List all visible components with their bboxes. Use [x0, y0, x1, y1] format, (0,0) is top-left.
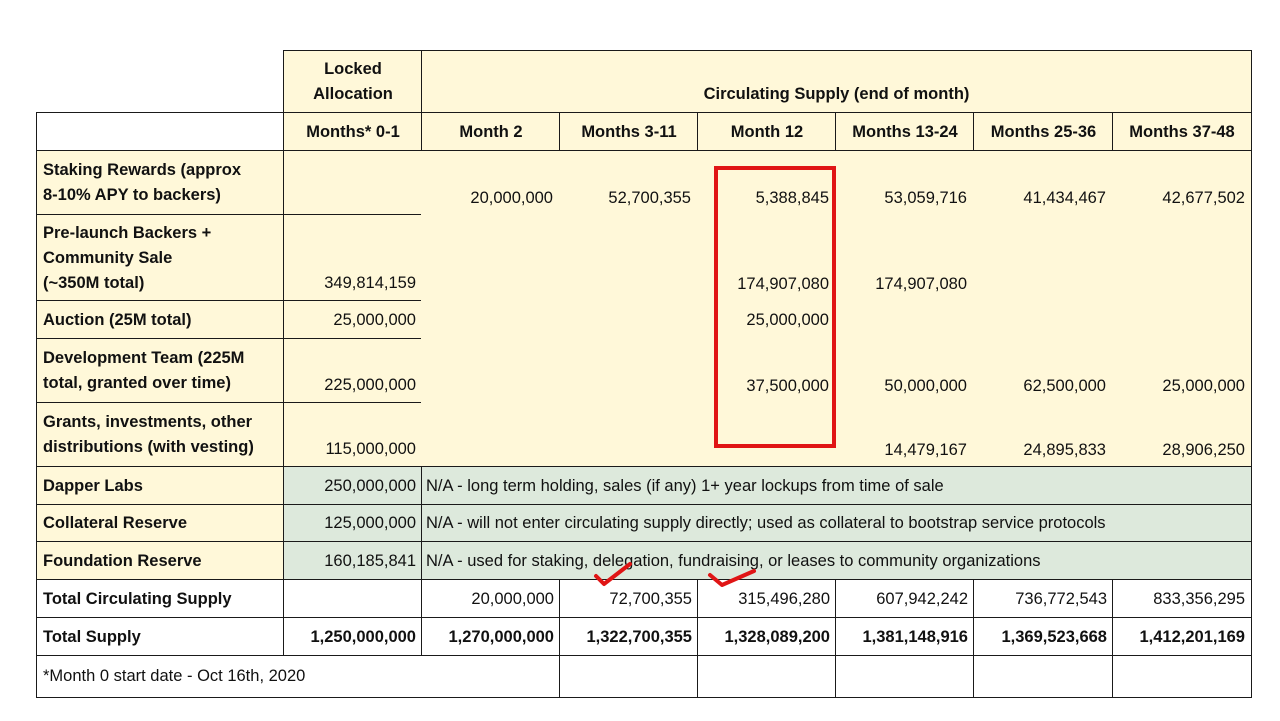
cell-auction-months-37-48 [1112, 300, 1252, 340]
cell-supply-month-2: 1,270,000,000 [421, 617, 561, 657]
footnote-empty-cell [835, 655, 975, 698]
cell-auction-months-3-11 [559, 300, 697, 340]
footnote-empty-cell [697, 655, 837, 698]
column-header-months-0-1: Months* 0-1 [283, 112, 423, 152]
cell-supply-months-25-36: 1,369,523,668 [973, 617, 1114, 657]
cell-prelaunch-months-3-11 [559, 214, 697, 302]
cell-dapper-note: N/A - long term holding, sales (if any) 1+ year lockups from time of sale [421, 466, 1252, 506]
cell-auction-months-13-24 [835, 300, 973, 340]
row-label-grants: Grants, investments, other distributions (with vesting) [36, 402, 285, 468]
cell-auction-month-12: 25,000,000 [697, 300, 835, 340]
cell-grants-months-25-36: 24,895,833 [973, 402, 1112, 468]
cell-circ-months-25-36: 736,772,543 [973, 579, 1114, 619]
cell-staking-month-12: 5,388,845 [697, 150, 835, 216]
cell-devteam-months-25-36: 62,500,000 [973, 338, 1112, 404]
footnote-empty-cell [1112, 655, 1252, 698]
cell-grants-month-2 [421, 402, 559, 468]
footnote: *Month 0 start date - Oct 16th, 2020 [36, 655, 561, 698]
cell-grants-months-13-24: 14,479,167 [835, 402, 973, 468]
cell-grants-months-37-48: 28,906,250 [1112, 402, 1252, 468]
footnote-empty-cell [973, 655, 1114, 698]
row-label-collateral-reserve: Collateral Reserve [36, 504, 285, 543]
column-header-months-13-24: Months 13-24 [835, 112, 975, 152]
row-label-foundation-reserve: Foundation Reserve [36, 541, 285, 581]
cell-grants-months-3-11 [559, 402, 697, 468]
cell-auction-locked: 25,000,000 [283, 300, 423, 340]
cell-devteam-months-37-48: 25,000,000 [1112, 338, 1252, 404]
cell-staking-locked [283, 150, 423, 216]
row-label-total-circulating: Total Circulating Supply [36, 579, 285, 619]
cell-foundation-note: N/A - used for staking, delegation, fundraising, or leases to community organizations [421, 541, 1252, 581]
cell-supply-months-3-11: 1,322,700,355 [559, 617, 699, 657]
row-label-pre-launch-backers: Pre-launch Backers + Community Sale (~350M total) [36, 214, 285, 302]
cell-circ-months-13-24: 607,942,242 [835, 579, 975, 619]
cell-dapper-locked: 250,000,000 [283, 466, 423, 506]
cell-staking-months-25-36: 41,434,467 [973, 150, 1112, 216]
column-header-months-37-48: Months 37-48 [1112, 112, 1252, 152]
cell-devteam-months-3-11 [559, 338, 697, 404]
cell-staking-months-13-24: 53,059,716 [835, 150, 973, 216]
cell-prelaunch-locked: 349,814,159 [283, 214, 423, 302]
cell-foundation-locked: 160,185,841 [283, 541, 423, 581]
row-label-total-supply: Total Supply [36, 617, 285, 657]
cell-prelaunch-month-12: 174,907,080 [697, 214, 835, 302]
column-header-months-3-11: Months 3-11 [559, 112, 699, 152]
row-label-development-team: Development Team (225M total, granted over time) [36, 338, 285, 404]
cell-supply-months-37-48: 1,412,201,169 [1112, 617, 1252, 657]
checkmark-icon [704, 563, 760, 593]
cell-collateral-note: N/A - will not enter circulating supply directly; used as collateral to bootstrap service protocols [421, 504, 1252, 543]
cell-devteam-month-2 [421, 338, 559, 404]
cell-supply-months-13-24: 1,381,148,916 [835, 617, 975, 657]
cell-circ-locked [283, 579, 423, 619]
row-label-staking-rewards: Staking Rewards (approx 8-10% APY to backers) [36, 150, 285, 216]
cell-prelaunch-months-37-48 [1112, 214, 1252, 302]
cell-circ-months-3-11: 72,700,355 [559, 579, 699, 619]
cell-collateral-locked: 125,000,000 [283, 504, 423, 543]
row-label-auction: Auction (25M total) [36, 300, 285, 340]
cell-circ-month-2: 20,000,000 [421, 579, 561, 619]
column-header-month-2: Month 2 [421, 112, 561, 152]
cell-devteam-months-13-24: 50,000,000 [835, 338, 973, 404]
cell-supply-locked: 1,250,000,000 [283, 617, 423, 657]
cell-staking-months-37-48: 42,677,502 [1112, 150, 1252, 216]
column-header-months-25-36: Months 25-36 [973, 112, 1114, 152]
cell-prelaunch-months-25-36 [973, 214, 1112, 302]
checkmark-icon [590, 560, 640, 590]
cell-circ-months-37-48: 833,356,295 [1112, 579, 1252, 619]
column-header-blank [36, 112, 285, 152]
circulating-supply-header: Circulating Supply (end of month) [421, 50, 1252, 114]
cell-devteam-month-12: 37,500,000 [697, 338, 835, 404]
locked-allocation-header: Locked Allocation [283, 50, 423, 114]
column-header-month-12: Month 12 [697, 112, 837, 152]
cell-grants-locked: 115,000,000 [283, 402, 423, 468]
cell-devteam-locked: 225,000,000 [283, 338, 423, 404]
cell-supply-month-12: 1,328,089,200 [697, 617, 837, 657]
cell-prelaunch-month-2 [421, 214, 559, 302]
cell-staking-month-2: 20,000,000 [421, 150, 559, 216]
cell-prelaunch-months-13-24: 174,907,080 [835, 214, 973, 302]
row-label-dapper-labs: Dapper Labs [36, 466, 285, 506]
footnote-empty-cell [559, 655, 699, 698]
cell-circ-month-12: 315,496,280 [697, 579, 837, 619]
month-12-highlight-box [714, 166, 836, 448]
cell-staking-months-3-11: 52,700,355 [559, 150, 697, 216]
cell-auction-months-25-36 [973, 300, 1112, 340]
cell-auction-month-2 [421, 300, 559, 340]
